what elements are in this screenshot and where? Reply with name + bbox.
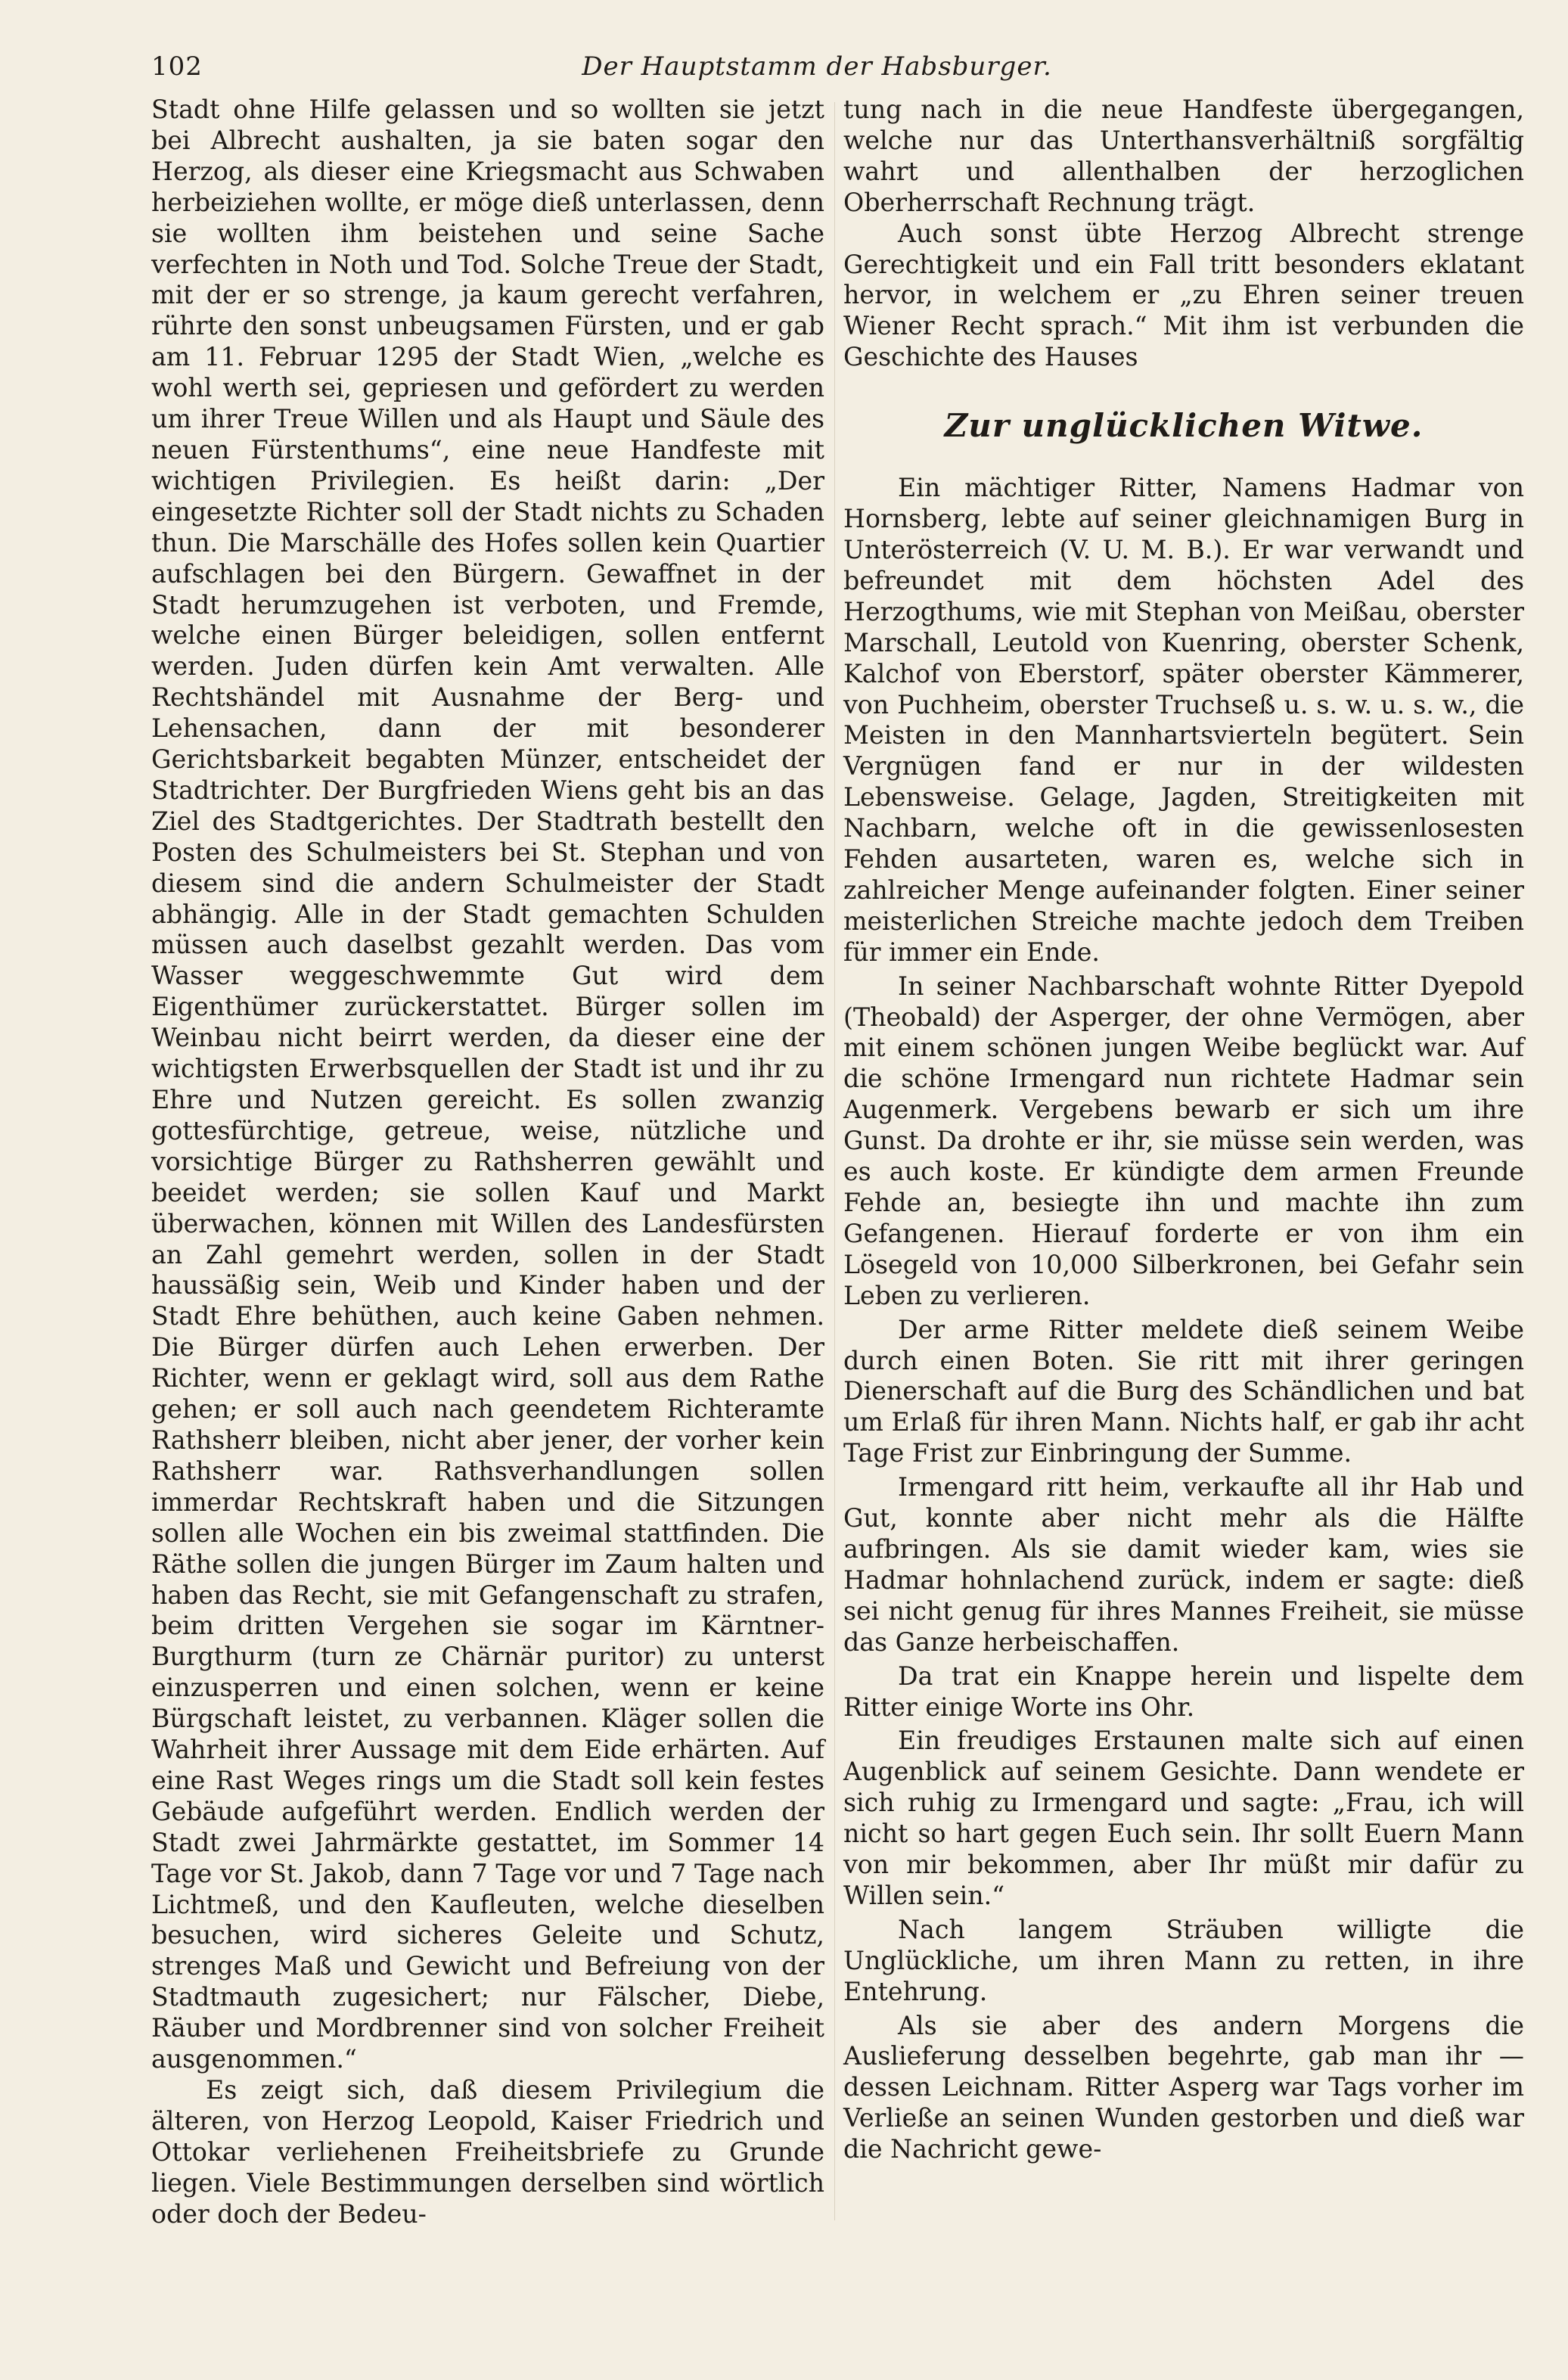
paragraph: Da trat ein Knappe herein und lispelte dem Ritter einige Worte ins Ohr. — [843, 1661, 1524, 1722]
paragraph: Stadt ohne Hilfe gelassen und so wollten sie jetzt bei Albrecht aushalten, ja sie baten sogar den Herzog, als dieser eine Kriegsmacht aus Schwaben herbeiziehen wollte, er möge dieß unterlassen, denn sie wollten ihm beistehen und seine Sache verfechten in Noth und Tod. Solche Treue der Stadt, mit der er so strenge, ja kaum gerecht verfahren, rührte den sonst unbeugsamen Fürsten, und er gab am 11. Februar 1295 der Stadt Wien, „welche es wohl werth sei, gepriesen und gefördert zu werden um ihrer Treue Willen und als Haupt und Säule des neuen Fürstenthums“, eine neue Handfeste mit wichtigen Privilegien. Es heißt darin: „Der eingesetzte Richter soll der Stadt nichts zu Schaden thun. Die Marschälle des Hofes sollen kein Quartier aufschlagen bei den Bürgern. Gewaffnet in der Stadt herumzugehen ist verboten, und Fremde, welche einen Bürger beleidigen, sollen entfernt werden. Juden dürfen kein Amt verwalten. Alle Rechtshändel mit Ausnahme der Berg- und Lehensachen, dann der mit besonderer Gerichtsbarkeit begabten Münzer, entscheidet der Stadtrichter. Der Burgfrieden Wiens geht bis an das Ziel des Stadtgerichtes. Der Stadtrath bestellt den Posten des Schulmeisters bei St. Stephan und von diesem sind die andern Schulmeister der Stadt abhängig. Alle in der Stadt gemachten Schulden müssen auch daselbst gezahlt werden. Das vom Wasser weggeschwemmte Gut wird dem Eigenthümer zurückerstattet. Bürger sollen im Weinbau nicht beirrt werden, da dieser eine der wichtigsten Erwerbsquellen der Stadt ist und ihr zu Ehre und Nutzen gereicht. Es sollen zwanzig gottesfürchtige, getreue, weise, nützliche und vorsichtige Bürger zu Rathsherren gewählt und beeidet werden; sie sollen Kauf und Markt überwachen, können mit Willen des Landesfürsten an Zahl gemehrt werden, sollen in der Stadt haussäßig sein, Weib und Kinder haben und der Stadt Ehre behüthen, auch keine Gaben nehmen. Die Bürger dürfen auch Lehen erwerben. Der Richter, wenn er geklagt wird, soll aus dem Rathe gehen; er soll auch nach geendetem Richteramte Rathsherr bleiben, nicht aber jener, der vorher kein Rathsherr war. Rathsverhandlungen sollen immerdar Rechtskraft haben und die Sitzungen sollen alle Wochen ein bis zweimal stattfinden. Die Räthe sollen die jungen Bürger im Zaum halten und haben das Recht, sie mit Gefangenschaft zu strafen, beim dritten Vergehen sie sogar im Kärntner-Burgthurm (turn ze Chärnär puritor) zu unterst einzusperren und einen solchen, wenn er keine Bürgschaft leistet, zu verbannen. Kläger sollen die Wahrheit ihrer Aussage mit dem Eide erhärten. Auf eine Rast Weges rings um die Stadt soll kein festes Gebäude aufgeführt werden. Endlich werden der Stadt zwei Jahrmärkte gestattet, im Sommer 14 Tage vor St. Jakob, dann 7 Tage vor und 7 Tage nach Lichtmeß, und den Kaufleuten, welche dieselben besuchen, wird sicheres Geleite und Schutz, strenges Maß und Gewicht und Befreiung von der Stadtmauth zugesichert; nur Fälscher, Diebe, Räuber und Mordbrenner sind von solcher Freiheit ausgenommen.“ — [151, 95, 824, 2074]
left-column — [151, 95, 824, 2230]
page-number: 102 — [151, 51, 203, 82]
paragraph: Nach langem Sträuben willigte die Unglückliche, um ihren Mann zu retten, in ihre Entehrung. — [843, 1914, 1524, 2006]
paragraph: Der arme Ritter meldete dieß seinem Weibe durch einen Boten. Sie ritt mit ihrer geringen Dienerschaft auf die Burg des Schändlichen und bat um Erlaß für ihren Mann. Nichts half, er gab ihr acht Tage Frist zur Einbringung der Summe. — [843, 1314, 1524, 1468]
paragraph: Als sie aber des andern Morgens die Auslieferung desselben begehrte, gab man ihr — dessen Leichnam. Ritter Asperg war Tags vorher im Verließe an seinen Wunden gestorben und dieß war die Nachricht gewe- — [843, 2010, 1524, 2164]
paragraph: Auch sonst übte Herzog Albrecht strenge Gerechtigkeit und ein Fall tritt besonders eklatant hervor, in welchem er „zu Ehren seiner treuen Wiener Recht sprach.“ Mit ihm ist verbunden die Geschichte des Hauses — [843, 218, 1524, 372]
paragraph: tung nach in die neue Handfeste übergegangen, welche nur das Unterthansverhältniß sorgfältig wahrt und allenthalben der herzoglichen Oberherrschaft Rechnung trägt. — [843, 95, 1524, 217]
right-column — [843, 95, 1524, 2165]
section-heading: Zur unglücklichen Witwe. — [944, 407, 1424, 445]
paragraph: Ein mächtiger Ritter, Namens Hadmar von Hornsberg, lebte auf seiner gleichnamigen Burg in Unterösterreich (V. U. M. B.). Er war verwandt und befreundet mit dem höchsten Adel des Herzogthums, wie mit Stephan von Meißau, oberster Marschall, Leutold von Kuenring, oberster Schenk, Kalchof von Eberstorf, später oberster Kämmerer, von Puchheim, oberster Truchseß u. s. w. u. s. w., die Meisten in den Mannhartsvierteln begütert. Sein Vergnügen fand er nur in der wildesten Lebensweise. Gelage, Jagden, Streitigkeiten mit Nachbarn, welche oft in die gewissenlosesten Fehden ausarteten, waren es, welche sich in zahlreicher Menge aufeinander folgten. Einer seiner meisterlichen Streiche machte jedoch dem Treiben für immer ein Ende. — [843, 473, 1524, 967]
paragraph: Ein freudiges Erstaunen malte sich auf einen Augenblick auf seinem Gesichte. Dann wendete er sich ruhig zu Irmengard und sagte: „Frau, ich will nicht so hart gegen Euch sein. Ihr sollt Euern Mann von mir bekommen, aber Ihr müßt mir dafür zu Willen sein.“ — [843, 1726, 1524, 1910]
paragraph: In seiner Nachbarschaft wohnte Ritter Dyepold (Theobald) der Asperger, der ohne Vermögen, aber mit einem schönen jungen Weibe beglückt war. Auf die schöne Irmengard nun richtete Hadmar sein Augenmerk. Vergebens bewarb er sich um ihre Gunst. Da drohte er ihr, sie müsse sein werden, was es auch koste. Er kündigte dem armen Freunde Fehde an, besiegte ihn und machte ihn zum Gefangenen. Hierauf forderte er von ihm ein Lösegeld von 10,000 Silberkronen, bei Gefahr sein Leben zu verlieren. — [843, 971, 1524, 1310]
paragraph: Irmengard ritt heim, verkaufte all ihr Hab und Gut, konnte aber nicht mehr als die Hälfte aufbringen. Als sie damit wieder kam, wies sie Hadmar hohnlachend zurück, indem er sagte: dieß sei nicht genug für ihres Mannes Freiheit, sie müsse das Ganze herbeischaffen. — [843, 1472, 1524, 1657]
column-divider — [834, 102, 835, 2220]
running-head — [129, 44, 1505, 89]
running-head-title: Der Hauptstamm der Habsburger. — [582, 51, 1052, 82]
paragraph: Es zeigt sich, daß diesem Privilegium die älteren, von Herzog Leopold, Kaiser Friedrich und Ottokar verliehenen Freiheitsbriefe zu Grunde liegen. Viele Bestimmungen derselben sind wörtlich oder doch der Bedeu- — [151, 2075, 824, 2229]
